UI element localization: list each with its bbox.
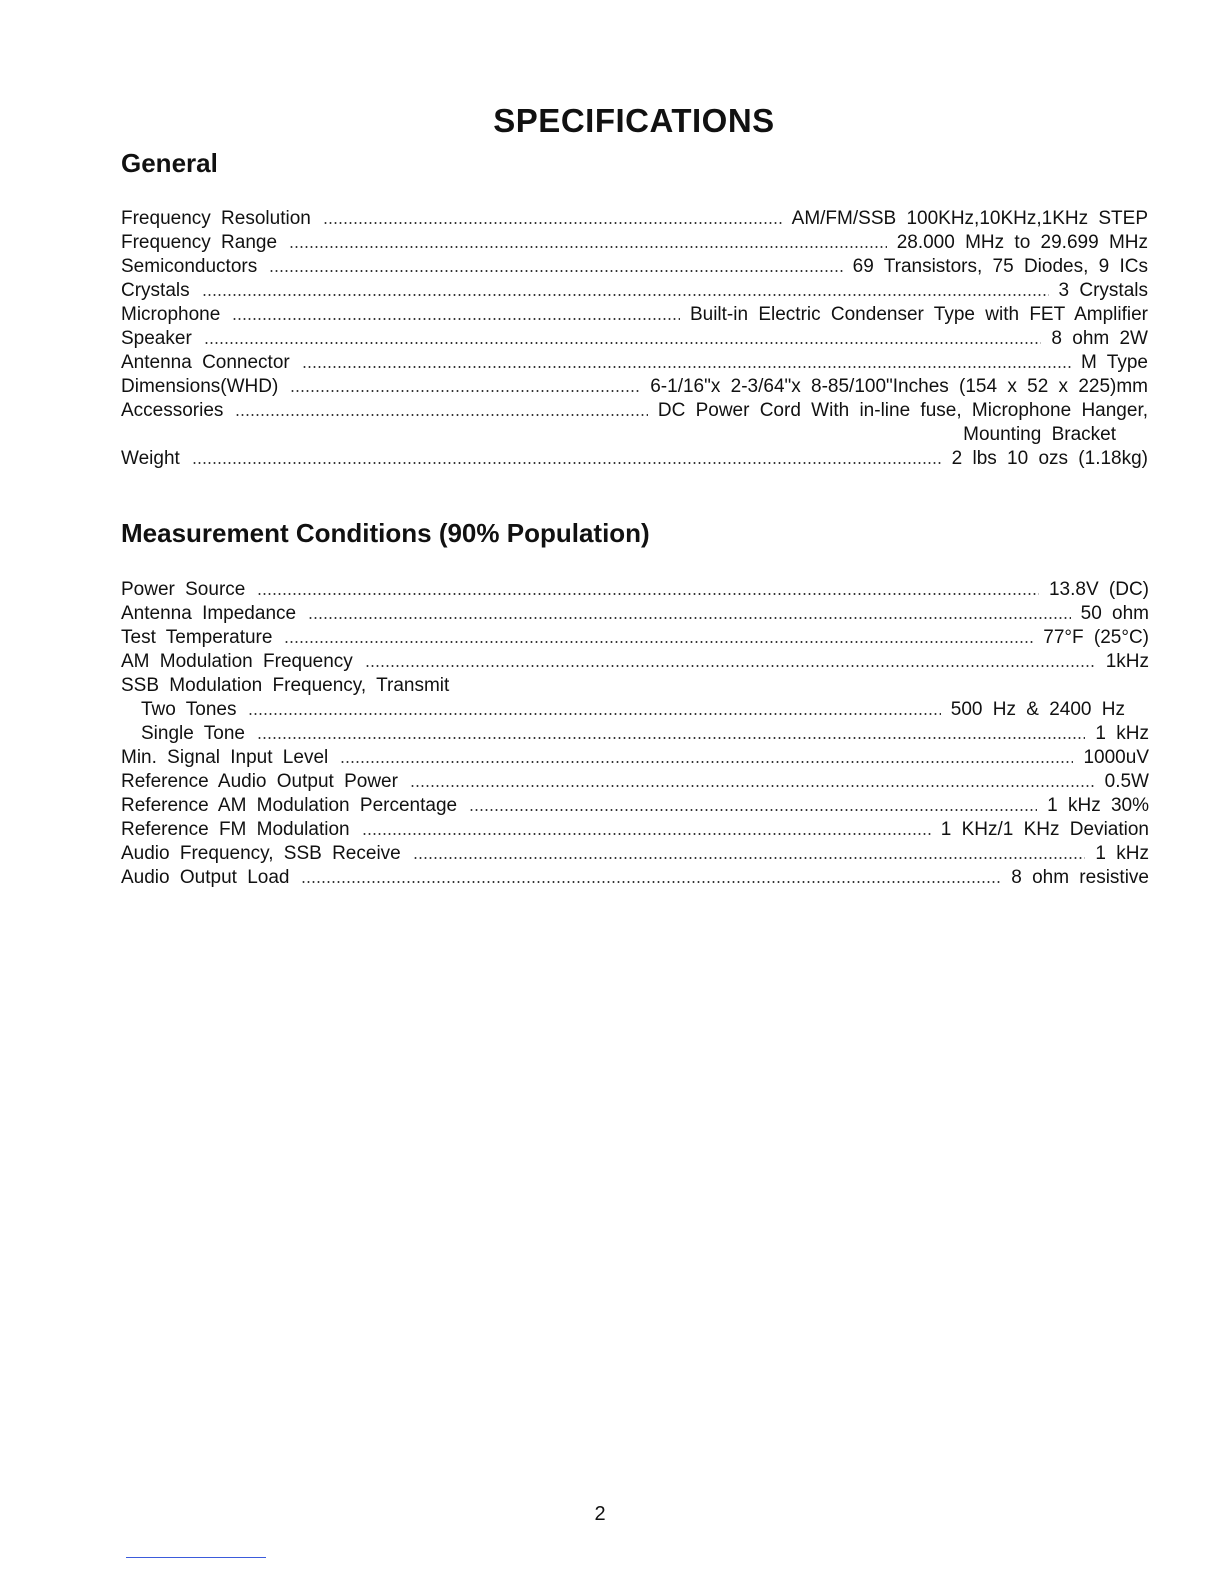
leader-dots [284, 641, 1033, 643]
spec-row-min-signal-input-level [121, 746, 1149, 770]
spec-label: Audio Frequency, SSB Receive [121, 843, 401, 864]
spec-label: Weight [121, 448, 180, 469]
spec-label: Test Temperature [121, 627, 273, 648]
spec-value: Built-in Electric Condenser Type with FET Amplifier [689, 304, 1148, 325]
spec-value: 0.5W [1104, 771, 1149, 792]
leader-dots [413, 857, 1086, 859]
spec-row-two-tones [121, 698, 1149, 722]
spec-label: Audio Output Load [121, 867, 290, 888]
spec-label: Crystals [121, 280, 190, 301]
spec-row-frequency-resolution [121, 207, 1148, 231]
leader-dots [469, 809, 1037, 811]
spec-value: 77°F (25°C) [1043, 627, 1149, 648]
leader-dots [289, 246, 887, 248]
spec-row-single-tone [121, 722, 1149, 746]
spec-row-speaker [121, 327, 1148, 351]
general-heading: General [121, 148, 218, 178]
spec-label: Accessories [121, 400, 224, 421]
spec-row-reference-am-modulation-percentage [121, 794, 1149, 818]
spec-row-accessories [121, 399, 1148, 423]
leader-dots [323, 222, 782, 224]
leader-dots [302, 366, 1071, 368]
footer-rule [126, 1557, 266, 1558]
spec-label: Frequency Range [121, 232, 278, 253]
spec-row-weight [121, 447, 1148, 471]
spec-row-antenna-connector [121, 351, 1148, 375]
leader-dots [257, 737, 1085, 739]
spec-label: Antenna Connector [121, 352, 290, 373]
leader-dots [340, 761, 1073, 763]
leader-dots [257, 593, 1039, 595]
spec-value: 8 ohm 2W [1051, 328, 1148, 349]
spec-row-power-source [121, 578, 1149, 602]
spec-value-continuation: Mounting Bracket [963, 424, 1116, 445]
spec-row-antenna-impedance [121, 602, 1149, 626]
general-spec-list [121, 207, 1148, 471]
spec-label: Reference AM Modulation Percentage [121, 795, 458, 816]
spec-value: 1kHz [1105, 651, 1149, 672]
leader-dots [290, 390, 640, 392]
page-number: 2 [594, 1503, 606, 1525]
spec-value: 1 kHz 30% [1047, 795, 1149, 816]
leader-dots [308, 617, 1071, 619]
spec-value: AM/FM/SSB 100KHz,10KHz,1KHz STEP [791, 208, 1148, 229]
spec-label: Dimensions(WHD) [121, 376, 279, 397]
spec-value: 3 Crystals [1058, 280, 1148, 301]
spec-row-reference-fm-modulation [121, 818, 1149, 842]
spec-value: 8 ohm resistive [1011, 867, 1149, 888]
spec-value: 1000uV [1083, 747, 1149, 768]
spec-label: Reference FM Modulation [121, 819, 350, 840]
spec-value: 50 ohm [1080, 603, 1149, 624]
spec-value: 1 kHz [1095, 843, 1149, 864]
spec-label: Single Tone [141, 723, 245, 744]
spec-value: 1 KHz/1 KHz Deviation [940, 819, 1149, 840]
spec-row-semiconductors [121, 255, 1148, 279]
spec-row-frequency-range [121, 231, 1148, 255]
measurement-heading: Measurement Conditions (90% Population) [121, 518, 650, 548]
spec-label: Two Tones [141, 699, 237, 720]
spec-label: Microphone [121, 304, 221, 325]
spec-label: Speaker [121, 328, 192, 349]
spec-value: DC Power Cord With in-line fuse, Microphone Hanger, [657, 400, 1148, 421]
spec-row-ssb-modulation-frequency: SSB Modulation Frequency, Transmit [121, 675, 450, 696]
page-title: SPECIFICATIONS [493, 102, 775, 140]
spec-row-audio-frequency-ssb-receive [121, 842, 1149, 866]
spec-row-crystals [121, 279, 1148, 303]
spec-label: Antenna Impedance [121, 603, 297, 624]
spec-label: Reference Audio Output Power [121, 771, 398, 792]
spec-label: AM Modulation Frequency [121, 651, 353, 672]
spec-row-reference-audio-output-power [121, 770, 1149, 794]
measurement-spec-list [121, 578, 1149, 890]
leader-dots [269, 270, 842, 272]
spec-value: 69 Transistors, 75 Diodes, 9 ICs [852, 256, 1148, 277]
spec-label: Power Source [121, 579, 246, 600]
spec-value: 500 Hz & 2400 Hz [950, 699, 1125, 720]
spec-row-dimensions [121, 375, 1148, 399]
spec-row-test-temperature [121, 626, 1149, 650]
leader-dots [301, 881, 1001, 883]
leader-dots [204, 342, 1042, 344]
spec-value: 6-1/16"x 2-3/64"x 8-85/100"Inches (154 x 52 x 225)mm [650, 376, 1148, 397]
spec-label: Min. Signal Input Level [121, 747, 329, 768]
spec-row-audio-output-load [121, 866, 1149, 890]
spec-value: 13.8V (DC) [1048, 579, 1149, 600]
leader-dots [248, 713, 940, 715]
spec-value: 2 lbs 10 ozs (1.18kg) [951, 448, 1148, 469]
leader-dots [362, 833, 931, 835]
spec-row-microphone [121, 303, 1148, 327]
leader-dots [235, 414, 647, 416]
leader-dots [365, 665, 1096, 667]
leader-dots [232, 318, 680, 320]
spec-value: M Type [1081, 352, 1148, 373]
leader-dots [202, 294, 1049, 296]
leader-dots [410, 785, 1095, 787]
spec-value: 28.000 MHz to 29.699 MHz [896, 232, 1148, 253]
spec-row-am-modulation-frequency [121, 650, 1149, 674]
leader-dots [192, 462, 942, 464]
spec-label: Frequency Resolution [121, 208, 311, 229]
spec-label: Semiconductors [121, 256, 258, 277]
spec-value: 1 kHz [1095, 723, 1149, 744]
